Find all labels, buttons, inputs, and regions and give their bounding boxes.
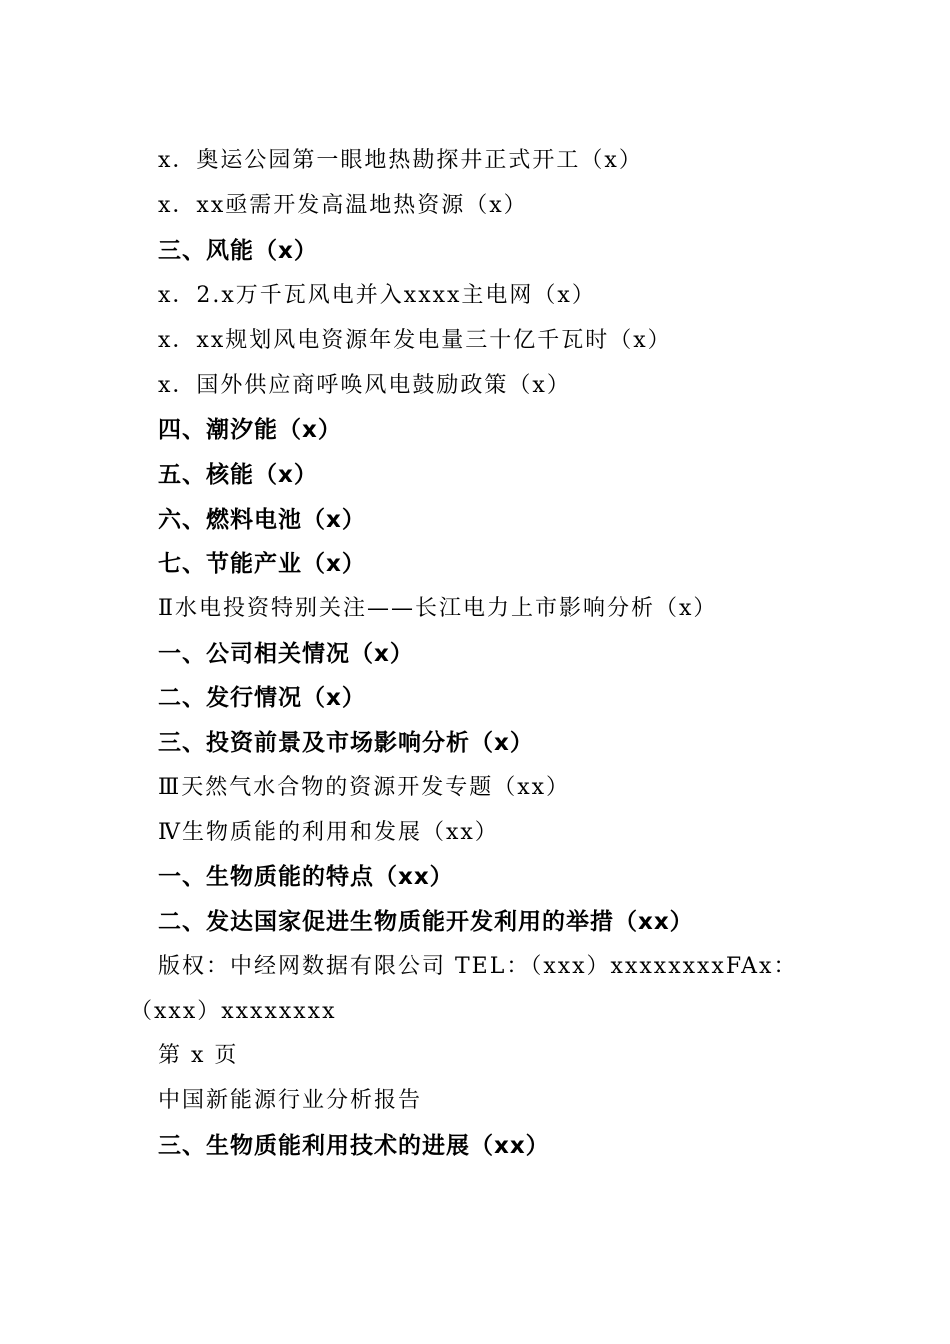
toc-section-heading: 七、节能产业（x）	[158, 551, 366, 577]
copyright-line: 版权：中经网数据有限公司 TEL：（xxx）xxxxxxxxFAx：	[158, 954, 798, 979]
toc-part-heading: Ⅱ水电投资特别关注——长江电力上市影响分析（x）	[158, 596, 718, 621]
toc-part-heading: Ⅲ天然气水合物的资源开发专题（xx）	[158, 775, 571, 800]
toc-entry: x．xx规划风电资源年发电量三十亿千瓦时（x）	[158, 328, 672, 353]
toc-entry: x．奥运公园第一眼地热勘探井正式开工（x）	[158, 148, 643, 173]
toc-entry: x．xx亟需开发高温地热资源（x）	[158, 193, 528, 218]
toc-section-heading: 六、燃料电池（x）	[158, 507, 366, 533]
toc-section-heading: 二、发达国家促进生物质能开发利用的举措（xx）	[158, 909, 694, 935]
toc-section-heading: 五、核能（x）	[158, 462, 318, 488]
toc-section-heading: 二、发行情况（x）	[158, 685, 366, 711]
page-number: 第 x 页	[158, 1043, 239, 1068]
toc-entry: x．2.x万千瓦风电并入xxxx主电网（x）	[158, 283, 596, 308]
report-title: 中国新能源行业分析报告	[158, 1088, 423, 1113]
toc-section-heading: 四、潮汐能（x）	[158, 417, 342, 443]
toc-section-heading: 一、生物质能的特点（xx）	[158, 864, 454, 890]
toc-section-heading: 一、公司相关情况（x）	[158, 641, 414, 667]
toc-section-heading: 三、生物质能利用技术的进展（xx）	[158, 1133, 550, 1159]
toc-part-heading: Ⅳ生物质能的利用和发展（xx）	[158, 820, 499, 845]
toc-entry: x．国外供应商呼唤风电鼓励政策（x）	[158, 373, 571, 398]
toc-section-heading: 三、风能（x）	[158, 238, 318, 264]
toc-section-heading: 三、投资前景及市场影响分析（x）	[158, 730, 534, 756]
copyright-line-continued: （xxx）xxxxxxxx	[130, 999, 337, 1024]
